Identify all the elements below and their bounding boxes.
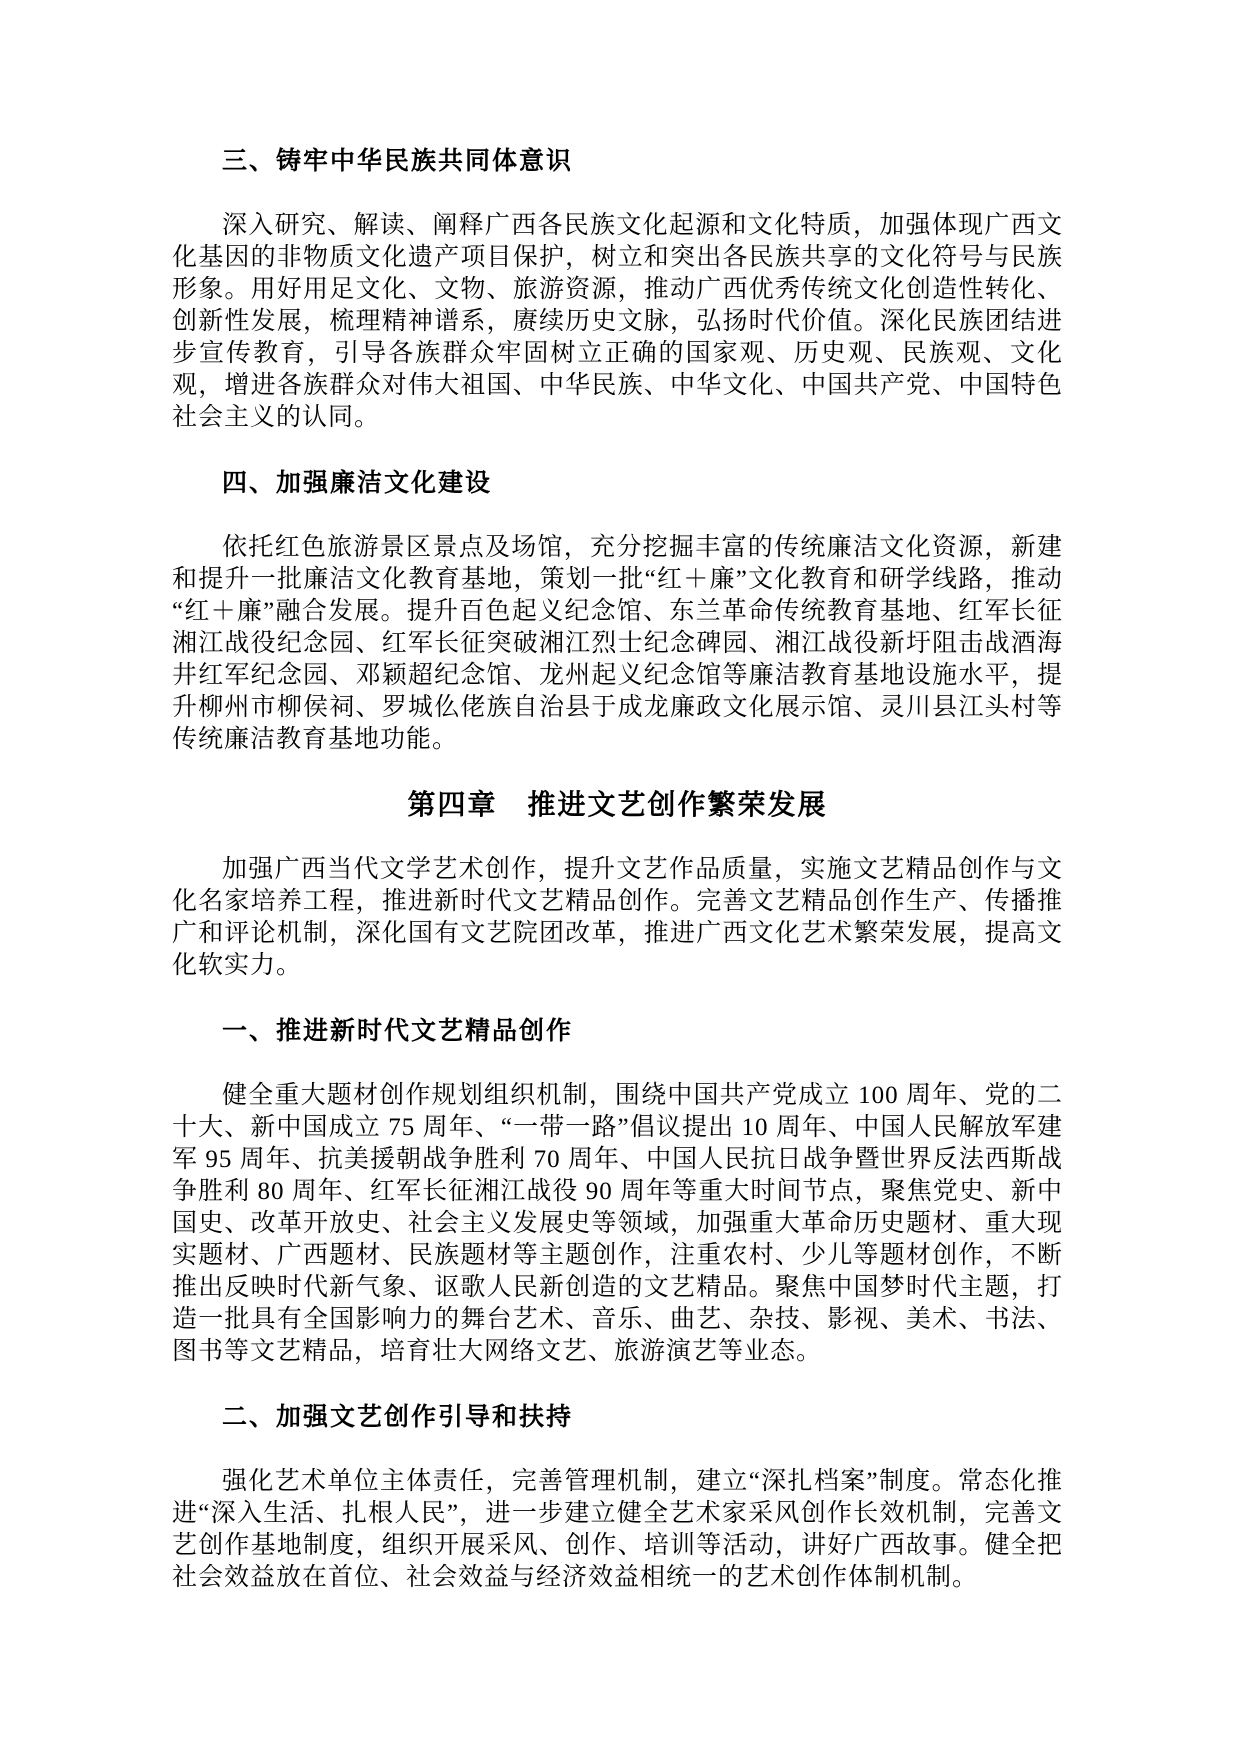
chapter-heading-chapter4: 第四章 推进文艺创作繁荣发展: [407, 789, 828, 820]
paragraph-chuangzuo-fuchi: 强化艺术单位主体责任，完善管理机制，建立“深扎档案”制度。常态化推进“深入生活、扎根人民”，进一步建立健全艺术家采风创作长效机制，完善文艺创作基地制度，组织开展采风、创作、培训等活动，讲好广西故事。健全把社会效益放在首位、社会效益与经济效益相统一的艺术创作体制机制。: [172, 1468, 1063, 1591]
section-heading-chuangzuo-fuchi: 二、加强文艺创作引导和扶持: [222, 1403, 574, 1431]
paragraph-chapter4-intro: 加强广西当代文学艺术创作，提升文艺作品质量，实施文艺精品创作与文化名家培养工程，推进新时代文艺精品创作。完善文艺精品创作生产、传播推广和评论机制，深化国有文艺院团改革，推进广西文化艺术繁荣发展，提高文化软实力。: [172, 856, 1063, 979]
paragraph-lianjie-wenhua: 依托红色旅游景区景点及场馆，充分挖掘丰富的传统廉洁文化资源，新建和提升一批廉洁文化教育基地，策划一批“红＋廉”文化教育和研学线路，推动“红＋廉”融合发展。提升百色起义纪念馆、东兰革命传统教育基地、红军长征湘江战役纪念园、红军长征突破湘江烈士纪念碑园、湘江战役新圩阻击战酒海井红军纪念园、邓颖超纪念馆、龙州起义纪念馆等廉洁教育基地设施水平，提升柳州市柳侯祠、罗城仫佬族自治县于成龙廉政文化展示馆、灵川县江头村等传统廉洁教育基地功能。: [172, 534, 1063, 753]
paragraph-wenyi-jingpin: 健全重大题材创作规划组织机制，围绕中国共产党成立 100 周年、党的二十大、新中国成立 75 周年、“一带一路”倡议提出 10 周年、中国人民解放军建军 95 周年、抗美援朝战争胜利 70 周年、中国人民抗日战争暨世界反法西斯战争胜利 80 周年、红军长征湘江战役 90 周年等重大时间节点，聚焦党史、新中国史、改革开放史、社会主义发展史等领域，加强重大革命历史题材、重大现实题材、广西题材、民族题材等主题创作，注重农村、少儿等题材创作，不断推出反映时代新气象、讴歌人民新创造的文艺精品。聚焦中国梦时代主题，打造一批具有全国影响力的舞台艺术、音乐、曲艺、杂技、影视、美术、书法、图书等文艺精品，培育壮大网络文艺、旅游演艺等业态。: [172, 1082, 1063, 1365]
section-heading-wenyi-jingpin: 一、推进新时代文艺精品创作: [222, 1017, 574, 1045]
section-heading-minzu-gongtongti: 三、铸牢中华民族共同体意识: [222, 147, 574, 175]
paragraph-minzu-gongtongti: 深入研究、解读、阐释广西各民族文化起源和文化特质，加强体现广西文化基因的非物质文化遗产项目保护，树立和突出各民族共享的文化符号与民族形象。用好用足文化、文物、旅游资源，推动广西优秀传统文化创造性转化、创新性发展，梳理精神谱系，赓续历史文脉，弘扬时代价值。深化民族团结进步宣传教育，引导各族群众牢固树立正确的国家观、历史观、民族观、文化观，增进各族群众对伟大祖国、中华民族、中华文化、中国共产党、中国特色社会主义的认同。: [172, 212, 1063, 431]
section-heading-lianjie-wenhua: 四、加强廉洁文化建设: [222, 469, 493, 497]
